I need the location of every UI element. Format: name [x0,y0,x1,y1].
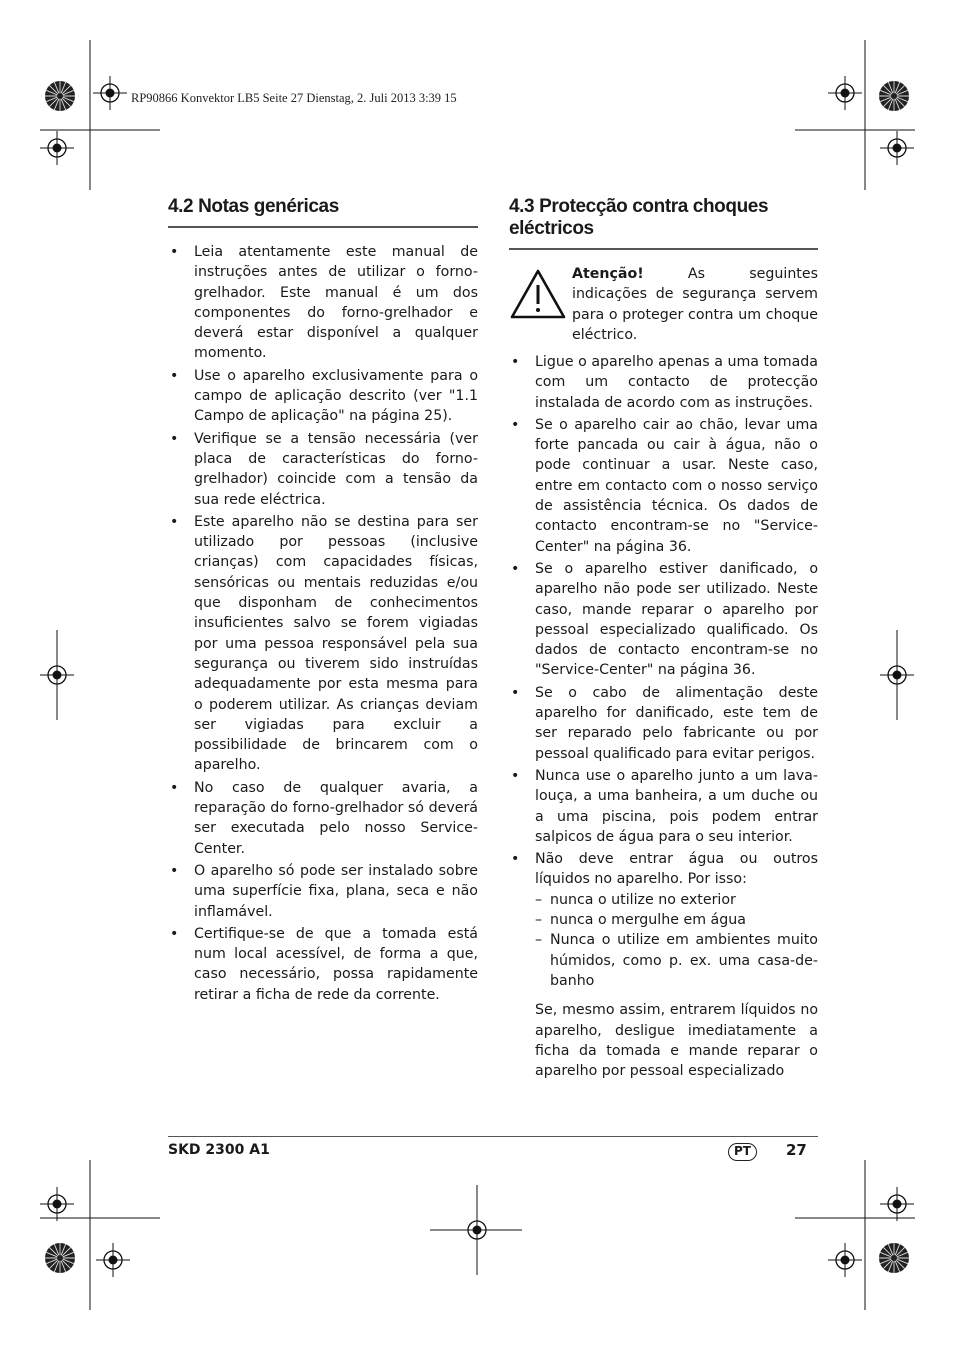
registration-mark-icon [880,131,914,165]
warning-body: As seguintes indicações de segurança servem para o proteger contra um choque eléctrico. [572,266,818,343]
section-general-notes [168,196,478,1007]
starburst-target-icon [45,81,75,111]
list-item: • Este aparelho não se destina para ser utilizado por pessoas (inclusive crianças) com capacidades físicas, sensóricas ou mentais reduzidas e/ou que disponham de conhecimentos insuficientes salvo se forem vigiadas por uma pessoa responsável pela sua segurança ou tiverem sido instruídas adequadamente por esta mesma para o poderem utilizar. As crianças deviam ser vigiadas para excluir a possibilidade de brincarem com o aparelho. [168,512,478,776]
warning-box [509,264,818,343]
section-heading: 4.3 Protecção contra choques eléctricos [509,196,818,250]
starburst-target-icon [879,1243,909,1273]
registration-mark-icon [828,76,862,110]
section-heading: 4.2 Notas genéricas [168,196,478,228]
print-slug: RP90866 Konvektor LB5 Seite 27 Dienstag, 2. Juli 2013 3:39 15 [131,91,457,105]
list-item: • No caso de qualquer avaria, a reparação do forno-grelhador só deverá ser executada pelo nosso Service-Center. [168,778,478,859]
registration-mark-icon [93,76,127,110]
footer-rule [168,1136,818,1137]
dash-item: – nunca o utilize no exterior [535,890,818,910]
list-item: • Se o aparelho estiver danificado, o aparelho não pode ser utilizado. Neste caso, mande reparar o aparelho por pessoal especializado qualificado. Os dados de contacto encontram-se no "Service-Center" na página 36. [509,559,818,681]
warning-triangle-icon [509,268,567,320]
list-item: • Nunca use o aparelho junto a um lava-louça, a uma banheira, a um duche ou a uma piscina, pois podem entrar salpicos de água para o seu interior. [509,766,818,847]
registration-mark-icon [880,1187,914,1221]
bullet-list [509,352,818,991]
dash-list [535,890,818,991]
registration-mark-icon [40,1187,74,1221]
starburst-target-icon [45,1243,75,1273]
starburst-target-icon [879,81,909,111]
registration-mark-icon [828,1243,862,1277]
list-item: • Se o cabo de alimentação deste aparelho for danificado, este tem de ser reparado pelo fabricante ou por pessoal qualificado para evitar perigos. [509,683,818,764]
list-item: • Ligue o aparelho apenas a uma tomada com um contacto de protecção instalada de acordo com as instruções. [509,352,818,413]
language-badge: PT [728,1143,757,1161]
bullet-list [168,242,478,1005]
registration-mark-icon [96,1243,130,1277]
dash-item: – Nunca o utilize em ambientes muito húmidos, como p. ex. uma casa-de-banho [535,930,818,991]
list-item-text: Não deve entrar água ou outros líquidos no aparelho. Por isso: [535,851,818,888]
dash-item: – nunca o mergulhe em água [535,910,818,930]
section-electric-shock-protection [509,196,818,1081]
registration-mark-icon [40,131,74,165]
warning-text [572,264,818,345]
registration-mark-icon [40,658,74,692]
list-item: • Verifique se a tensão necessária (ver placa de características do forno-grelhador) coincide com a tensão da sua rede eléctrica. [168,429,478,510]
list-item: • Leia atentamente este manual de instruções antes de utilizar o forno-grelhador. Este manual é um dos componentes do forno-grelhador e deverá estar disponível a qualquer momento. [168,242,478,364]
warning-label: Atenção! [572,266,644,282]
registration-mark-icon [880,658,914,692]
list-item: • Certifique-se de que a tomada está num local acessível, de forma a que, caso necessário, possa rapidamente retirar a ficha de rede da corrente. [168,924,478,1005]
list-item: • O aparelho só pode ser instalado sobre uma superfície fixa, plana, seca e não inflamável. [168,861,478,922]
list-item: • Use o aparelho exclusivamente para o campo de aplicação descrito (ver "1.1 Campo de aplicação" na página 25). [168,366,478,427]
list-item [509,849,818,991]
closing-paragraph: Se, mesmo assim, entrarem líquidos no aparelho, desligue imediatamente a ficha da tomada e mande reparar o aparelho por pessoal especializado [535,1002,818,1080]
model-number: SKD 2300 A1 [168,1142,270,1158]
page-number: 27 [786,1141,807,1159]
list-item: • Se o aparelho cair ao chão, levar uma forte pancada ou cair à água, não o pode continuar a usar. Neste caso, entre em contacto com o nosso serviço de assistência técnica. Os dados de contacto encontram-se no "Service-Center" na página 36. [509,415,818,557]
